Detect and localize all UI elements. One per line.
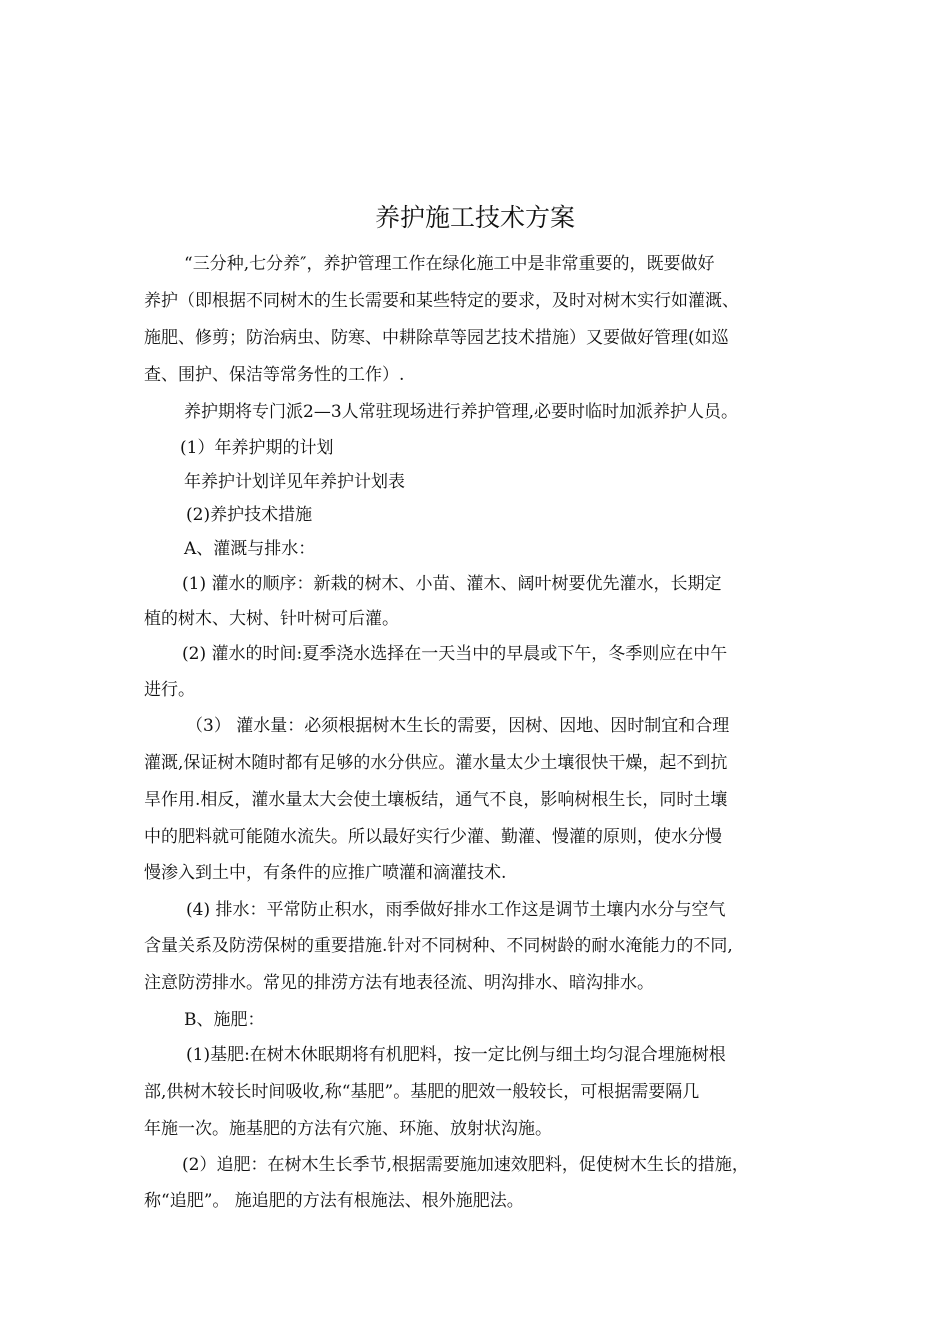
subsection-heading: B、施肥： <box>184 1010 265 1030</box>
paragraph-line: 慢渗入到土中，有条件的应推广喷灌和滴灌技术. <box>144 863 507 883</box>
paragraph-line: (1) 灌水的顺序：新栽的树木、小苗、灌木、阔叶树要优先灌水，长期定 <box>182 574 722 594</box>
paragraph-line: 养护（即根据不同树木的生长需要和某些特定的要求，及时对树木实行如灌溉、 <box>144 291 739 311</box>
document-title: 养护施工技术方案 <box>374 203 575 232</box>
paragraph-line: 称“追肥”。 施追肥的方法有根施法、根外施肥法。 <box>144 1191 524 1211</box>
paragraph-line: (4) 排水：平常防止积水，雨季做好排水工作这是调节土壤内水分与空气 <box>186 900 726 920</box>
paragraph-line: 旱作用.相反，灌水量太大会使土壤板结，通气不良，影响树根生长，同时土壤 <box>144 790 728 810</box>
paragraph-line: 养护期将专门派2—3人常驻现场进行养护管理,必要时临时加派养护人员。 <box>184 402 739 422</box>
paragraph-line: 施肥、修剪；防治病虫、防寒、中耕除草等园艺技术措施）又要做好管理(如巡 <box>144 328 729 348</box>
paragraph-line: 年施一次。施基肥的方法有穴施、环施、放射状沟施。 <box>144 1119 552 1139</box>
paragraph-line: 含量关系及防涝保树的重要措施.针对不同树种、不同树龄的耐水淹能力的不同, <box>144 936 733 956</box>
paragraph-line: 年养护计划详见年养护计划表 <box>184 472 405 492</box>
paragraph-line: (1)基肥:在树木休眠期将有机肥料，按一定比例与细土均匀混合埋施树根 <box>186 1045 726 1065</box>
paragraph-line: 灌溉,保证树木随时都有足够的水分供应。灌水量太少土壤很快干燥，起不到抗 <box>144 753 728 773</box>
section-heading: (2)养护技术措施 <box>186 505 313 525</box>
paragraph-line: 注意防涝排水。常见的排涝方法有地表径流、明沟排水、暗沟排水。 <box>144 973 654 993</box>
subsection-heading: A、灌溉与排水： <box>184 539 316 559</box>
section-heading: (1）年养护期的计划 <box>180 438 334 458</box>
paragraph-line: 植的树木、大树、针叶树可后灌。 <box>144 609 399 629</box>
paragraph-line: (2) 灌水的时间:夏季浇水选择在一天当中的早晨或下午，冬季则应在中午 <box>182 644 728 664</box>
paragraph-line: 中的肥料就可能随水流失。所以最好实行少灌、勤灌、慢灌的原则，使水分慢 <box>144 827 722 847</box>
paragraph-line: （3） 灌水量：必须根据树木生长的需要，因树、因地、因时制宜和合理 <box>186 716 730 736</box>
paragraph-line: 部,供树木较长时间吸收,称“基肥”。基肥的肥效一般较长，可根据需要隔几 <box>144 1082 700 1102</box>
paragraph-line: “三分种,七分养″，养护管理工作在绿化施工中是非常重要的，既要做好 <box>184 254 715 274</box>
paragraph-line: (2）追肥：在树木生长季节,根据需要施加速效肥料，促使树木生长的措施， <box>182 1155 749 1175</box>
paragraph-line: 查、围护、保洁等常务性的工作）. <box>144 365 405 385</box>
paragraph-line: 进行。 <box>144 680 195 700</box>
